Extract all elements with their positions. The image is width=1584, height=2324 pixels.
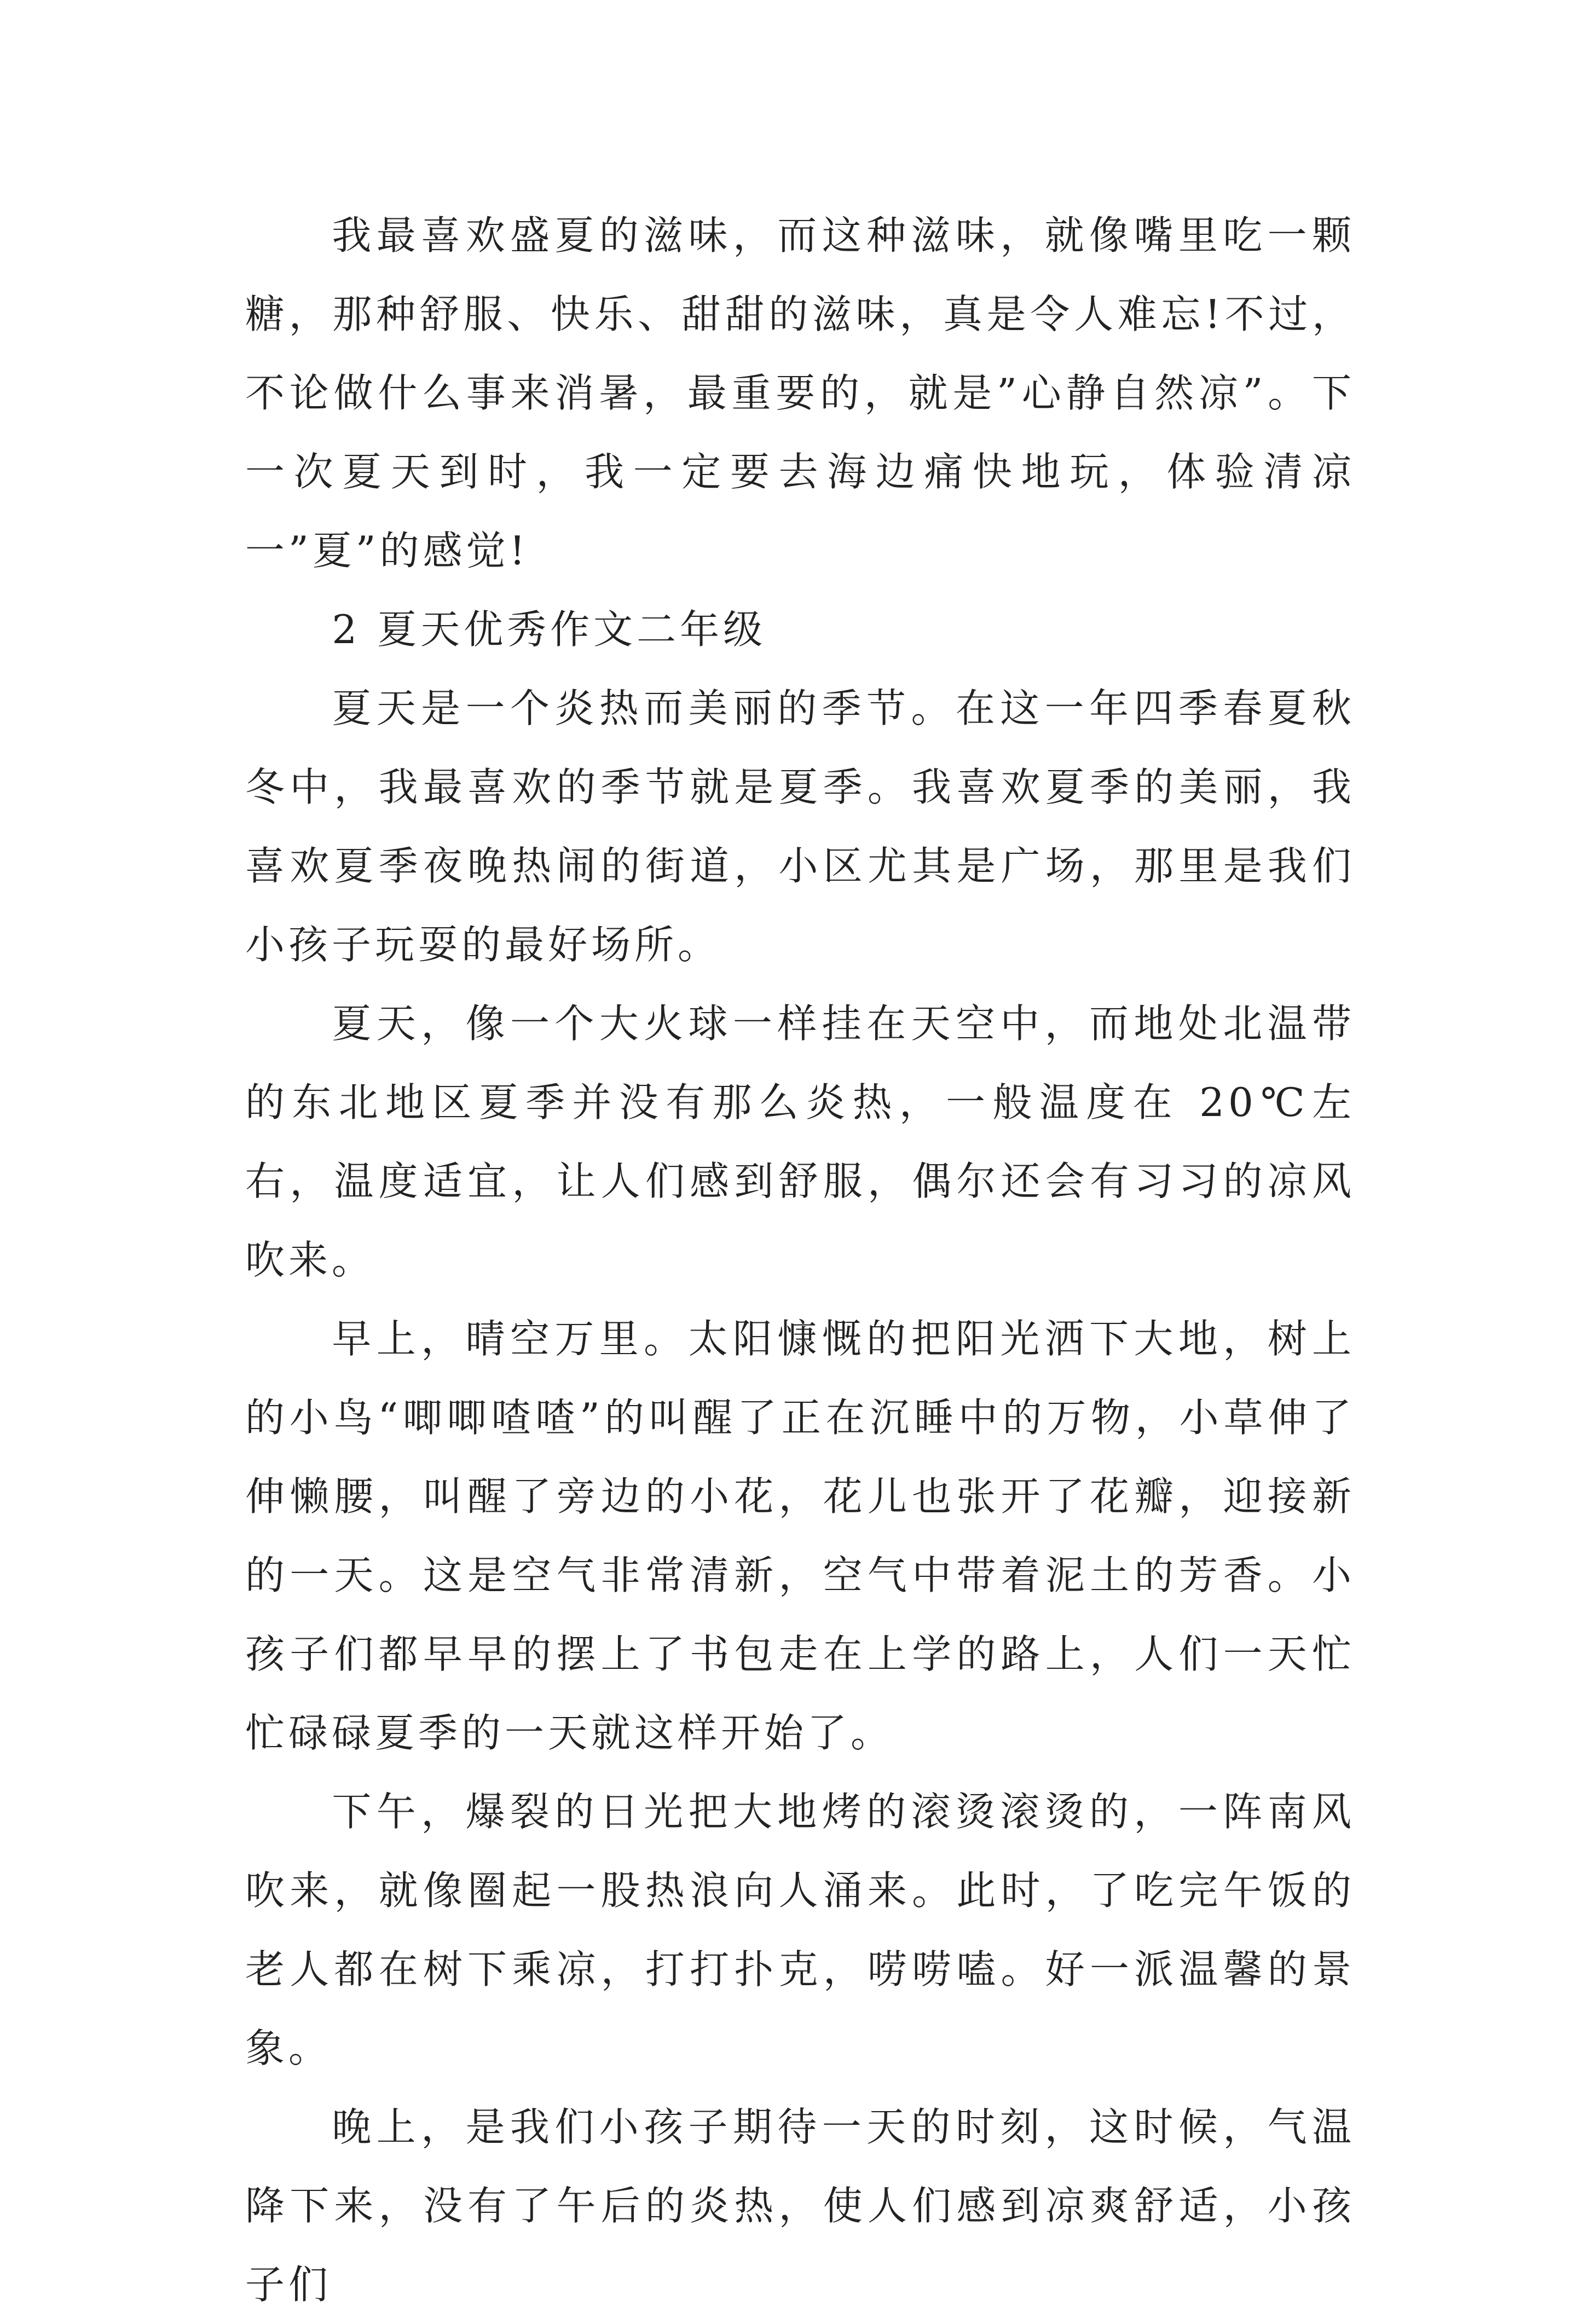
section-heading: 2 夏天优秀作文二年级	[332, 606, 767, 652]
paragraph-2: 夏天是一个炎热而美丽的季节。在这一年四季春夏秋冬中，我最喜欢的季节就是夏季。我喜欢夏季的美丽，我喜欢夏季夜晚热闹的街道，小区尤其是广场，那里是我们小孩子玩耍的最好场所。	[245, 685, 1355, 968]
paragraph-4: 早上，晴空万里。太阳慷慨的把阳光洒下大地，树上的小鸟“唧唧喳喳”的叫醒了正在沉睡中的万物，小草伸了伸懒腰，叫醒了旁边的小花，花儿也张开了花瓣，迎接新的一天。这是空气非常清新，空气中带着泥土的芳香。小孩子们都早早的摆上了书包走在上学的路上，人们一天忙忙碌碌夏季的一天就这样开始了。	[245, 1316, 1355, 1756]
document-body	[245, 196, 1355, 2324]
paragraph-3: 夏天，像一个大火球一样挂在天空中，而地处北温带的东北地区夏季并没有那么炎热，一般温度在 20℃左右，温度适宜，让人们感到舒服，偶尔还会有习习的凉风吹来。	[245, 1001, 1355, 1283]
paragraph-5: 下午，爆裂的日光把大地烤的滚烫滚烫的，一阵南风吹来，就像圈起一股热浪向人涌来。此时，了吃完午饭的老人都在树下乘凉，打打扑克，唠唠嗑。好一派温馨的景象。	[245, 1789, 1355, 2071]
paragraph-1: 我最喜欢盛夏的滋味，而这种滋味，就像嘴里吃一颗糖，那种舒服、快乐、甜甜的滋味，真是令人难忘!不过，不论做什么事来消暑，最重要的，就是”心静自然凉”。下一次夏天到时，我一定要去海边痛快地玩，体验清凉一”夏”的感觉!	[245, 212, 1355, 574]
paragraph-6: 晚上，是我们小孩子期待一天的时刻，这时候，气温降下来，没有了午后的炎热，使人们感到凉爽舒适，小孩子们	[245, 2104, 1355, 2308]
